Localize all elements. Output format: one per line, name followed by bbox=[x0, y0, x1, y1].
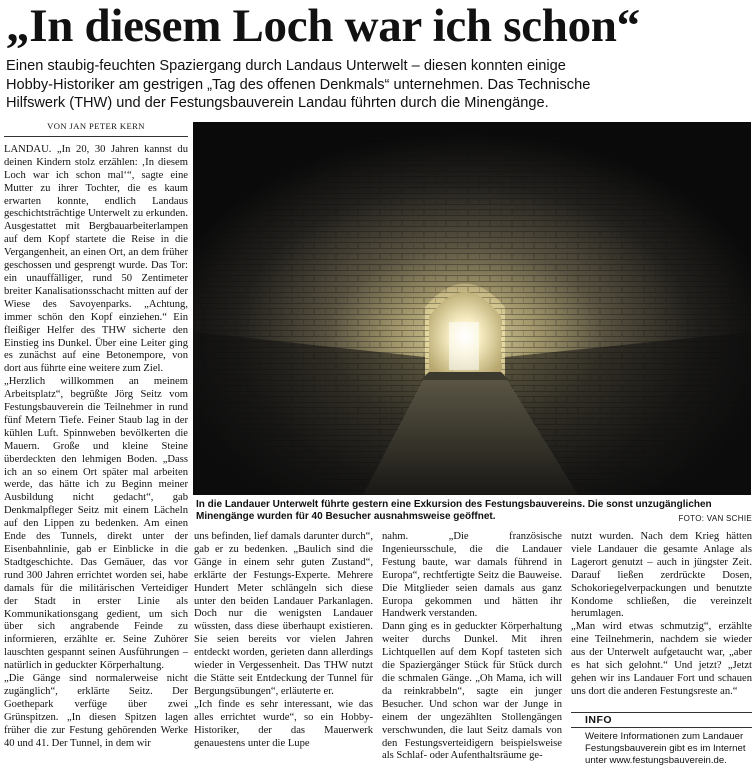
headline: „In diesem Loch war ich schon“ bbox=[6, 0, 640, 52]
paragraph: nutzt wurden. Nach dem Krieg hätten viele Landauer die gesamte Anlage als Lagerort genutzt – auch in jüngster Zeit. Darauf ließen zerdrückte Dosen, Schokoriegelverpackungen und benutzte Kondome schließen, die vereinzelt herumlagen. bbox=[571, 531, 752, 620]
info-box bbox=[571, 712, 752, 766]
paragraph: „Man wird etwas schmutzig“, erzählte eine Teilnehmerin, nachdem sie wieder aus der Unterwelt aufgetaucht war, „aber es hat sich gelohnt.“ Und jetzt? „Jetzt gehen wir ins Landauer Fort und schauen uns dort die anderen Festungsreste an.“ bbox=[571, 621, 752, 697]
paragraph: „Herzlich willkommen an meinem Arbeitsplatz“, begrüßte Jörg Seitz vom Festungsbauverein die Teilnehmer in rund fünf Metern Tiefe. Feiner Staub lag in der kühlen Luft. Spinnweben bevölkerten die Mauern. Große und kleine Steine überdeckten den lehmigen Boden. „Dass ich an so einem Ort später mal arbeiten werde, das hätte ich zu Beginn meiner Ausbildung nicht gedacht“, gab Denkmalpfleger Seitz mit einem Lächeln auf den Lippen zu bedenken. Am einen Ende des Tunnels, direkt unter der Eisenbahnlinie, gab er Einblicke in die Stadtgeschichte. Das Gemäuer, das vor rund 300 Jahren errichtet worden sei, habe damals für die militärischen Verteidiger der Stadt in erster Linie als Kommunikationsgang gedient, um sich über sich angrabende Feinde zu informieren, erzählte er. Seine Zuhörer lauschten gespannt seinen Ausführungen – natürlich in geduckter Körperhaltung. bbox=[4, 376, 188, 672]
teaser bbox=[6, 57, 750, 113]
photo-credit: FOTO: VAN SCHIE bbox=[678, 514, 752, 523]
caption-text: In die Landauer Unterwelt führte gestern eine Exkursion des Festungsbauvereins. Die sonst unzugänglichen Minengänge wurden für 40 Besucher ausnahmsweise geöffnet. bbox=[196, 499, 712, 523]
article-column-1 bbox=[4, 120, 188, 751]
teaser-line: Hobby-Historiker am gestrigen „Tag des offenen Denkmals“ unternehmen. Das Technische bbox=[6, 76, 591, 93]
paragraph: nahm. „Die französische Ingenieursschule, die die Landauer Festung baute, war damals führend in Europa“, rechtfertigte Seitz die Bauweise. Die Mitglieder seien damals aus ganz Europa gekommen und hätten ihr Handwerk verstanden. bbox=[382, 531, 562, 620]
article-column-4 bbox=[571, 531, 752, 699]
info-text: Weitere Informationen zum Landauer Festungsbauverein gibt es im Internet unter www.festungsbauverein.de. bbox=[585, 731, 746, 766]
teaser-line: Einen staubig-feuchten Spaziergang durch Landaus Unterwelt – diesen konnten einige bbox=[6, 58, 566, 74]
article-column-2 bbox=[194, 531, 373, 750]
byline: VON JAN PETER KERN bbox=[4, 120, 188, 137]
paragraph: Dann ging es in geduckter Körperhaltung weiter durchs Dunkel. Mit ihren Lichtquellen auf dem Kopf tasteten sich die Spaziergänger Stück für Stück durch die schmalen Gänge. „Oh Mama, ich will da reinkrabbeln“, sagte ein junger Besucher. Und schon war der Junge in einem der ungezählten Stollengängen verschwunden, die laut Seitz damals von den Festungsverteidigern beispielsweise als Schlaf- oder Aufenthaltsräume ge- bbox=[382, 621, 562, 762]
paragraph: LANDAU. „In 20, 30 Jahren kannst du deinen Kindern stolz erzählen: ‚In diesem Loch war ich schon mal‘“, sagte eine Mutter zu ihrer Tochter, die es kaum erwarten konnte, endlich Landaus geschichtsträchtige Unterwelt zu erkunden. Ausgestattet mit Bergbauarbeiterlampen auf dem Kopf startete die Reise in die Vergangenheit, an einen Ort, an dem früher geschossen und gesprengt wurde. Das Tor: ein unauffälliger, rund 50 Zentimeter breiter Kanalisationsschacht mitten auf der Wiese des Savoyenparks. „Achtung, immer schön den Kopf einziehen.“ Ein fleißiger Helfer des THW sicherte den Einstieg ins Dunkel. Über eine Leiter ging es zunächst auf eine Betonempore, von dort aus führte eine weitere zum Ziel. bbox=[4, 143, 188, 375]
paragraph: „Die Gänge sind normalerweise nicht zugänglich“, erklärte Seitz. Der Goethepark verfüge über zwei Grünspitzen. „In diesen Spitzen lagen früher die zur Festung gehörenden Werke 40 und 41. Der Tunnel, in dem wir bbox=[4, 673, 188, 749]
paragraph: uns befinden, lief damals darunter durch“, gab er zu bedenken. „Baulich sind die Gänge in einem sehr guten Zustand“, erklärte der Festungs-Experte. Mehrere Hundert Meter schlängeln sich diese unter den beiden Landauer Parkanlagen. Doch nur die wenigsten Landauer wüssten, dass diese überhaupt existieren. Sie seien bereits vor vielen Jahren entdeckt worden, gerieten dann allerdings wieder in Vergessenheit. Das THW nutzt die Stätte seit Entdeckung der Tunnel für Bergungsübungen“, erläuterte er. bbox=[194, 531, 373, 697]
paragraph: „Ich finde es sehr interessant, wie das alles errichtet wurde“, so ein Hobby-Historiker, der das Mauerwerk genauestens unter die Lupe bbox=[194, 698, 373, 749]
tunnel-illustration bbox=[193, 122, 751, 495]
photo-caption bbox=[196, 499, 752, 524]
tunnel-photo bbox=[193, 122, 751, 495]
article-column-3 bbox=[382, 531, 562, 763]
info-title: INFO bbox=[571, 712, 752, 728]
teaser-line: Hilfswerk (THW) und der Festungsbauverein Landau führten durch die Minengänge. bbox=[6, 95, 549, 111]
